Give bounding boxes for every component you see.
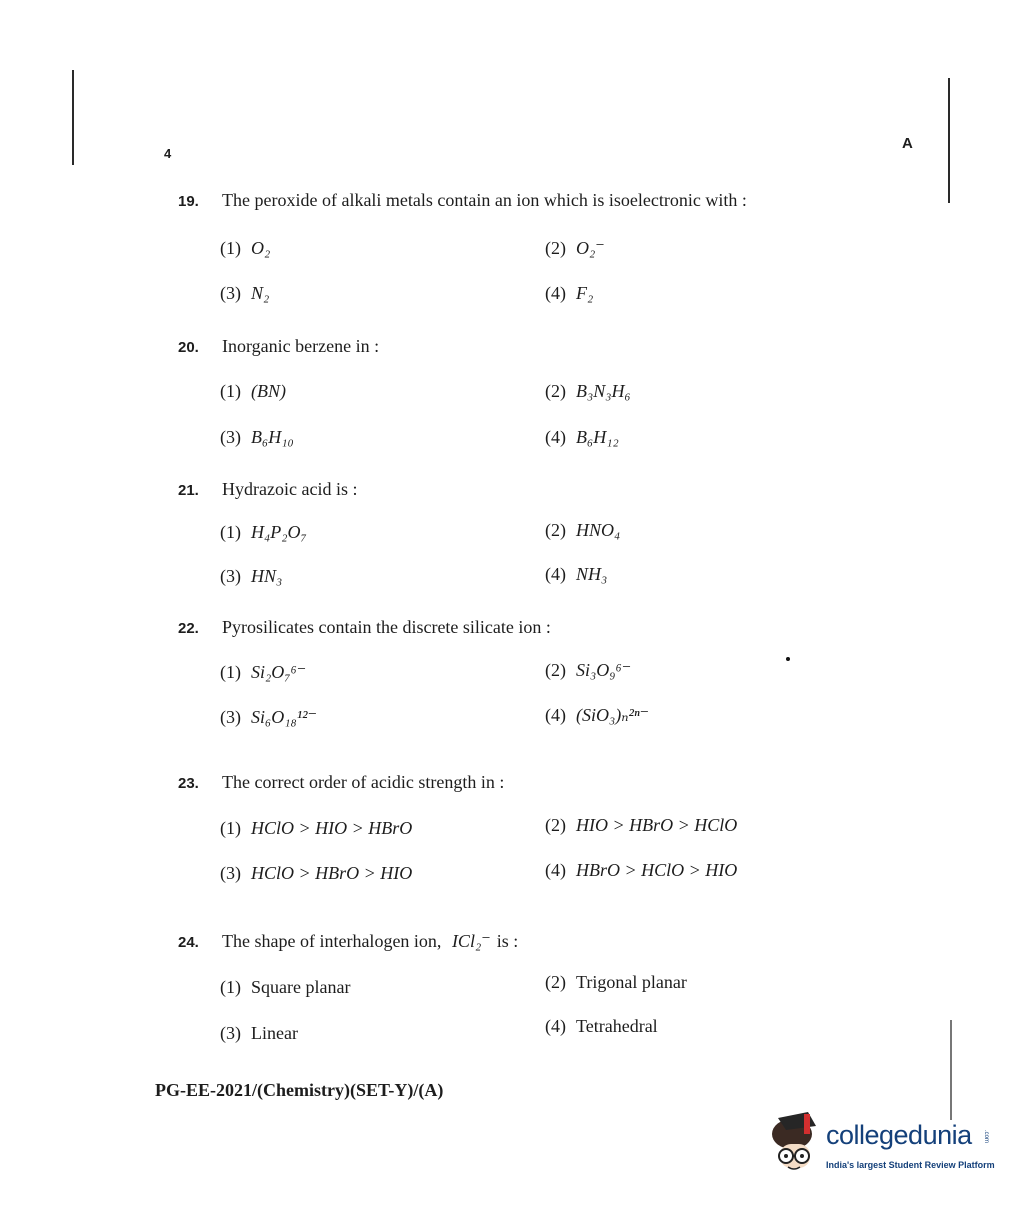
option-number: (4) (545, 427, 566, 447)
question-stem: The shape of interhalogen ion, (222, 931, 442, 951)
option (220, 238, 270, 259)
mascot-logo-icon (768, 1110, 824, 1186)
option-text: Tetrahedral (576, 1016, 658, 1036)
option-number: (3) (220, 283, 241, 303)
option (545, 660, 631, 681)
option-number: (2) (545, 815, 566, 835)
option-number: (4) (545, 1016, 566, 1036)
question-number: 22. (178, 620, 199, 637)
option-number: (2) (545, 972, 566, 992)
option (220, 977, 350, 998)
scan-edge-right-lower (950, 1020, 952, 1120)
option (545, 520, 620, 541)
question-20 (178, 336, 379, 357)
option-text: NH₃ (576, 564, 608, 584)
question-stem: Inorganic berzene in : (222, 336, 380, 356)
option-text: Square planar (251, 977, 351, 997)
option (545, 238, 605, 259)
option-text: HClO > HIO > HBrO (251, 818, 413, 838)
question-stem: The peroxide of alkali metals contain an ion which is isoelectronic with : (222, 190, 747, 210)
option (545, 1016, 658, 1037)
scan-edge-left (72, 70, 74, 165)
option (545, 381, 631, 402)
option-number: (1) (220, 522, 241, 542)
option (220, 427, 294, 448)
option-text: HIO > HBrO > HClO (576, 815, 738, 835)
option-number: (2) (545, 381, 566, 401)
option (220, 566, 282, 587)
question-stem: Hydrazoic acid is : (222, 479, 358, 499)
option (545, 815, 737, 836)
option (220, 1023, 298, 1044)
option (220, 283, 269, 304)
option (545, 283, 593, 304)
option (220, 522, 307, 543)
question-23 (178, 772, 504, 793)
page-number: 4 (164, 146, 172, 161)
paper-code-footer: PG-EE-2021/(Chemistry)(SET-Y)/(A) (155, 1080, 444, 1100)
option (220, 863, 412, 884)
option-number: (3) (220, 566, 241, 586)
option-number: (1) (220, 662, 241, 682)
option-number: (4) (545, 860, 566, 880)
option-text: HNO₄ (576, 520, 621, 540)
brand-name: collegedunia (826, 1120, 972, 1150)
option-text: Linear (251, 1023, 298, 1043)
option-number: (2) (545, 660, 566, 680)
question-stem-end: is : (496, 931, 519, 951)
option-number: (4) (545, 283, 566, 303)
brand-tagline: India's largest Student Review Platform (826, 1160, 995, 1170)
option (220, 707, 317, 728)
option-text: O₂⁻ (576, 238, 605, 258)
option-text: O₂ (251, 238, 271, 258)
option-text: HClO > HBrO > HIO (251, 863, 413, 883)
option-text: Si₆O₁₈¹²⁻ (251, 707, 318, 727)
question-number: 24. (178, 934, 199, 951)
question-number: 21. (178, 482, 199, 499)
option (545, 860, 737, 881)
question-24 (178, 931, 518, 952)
option-number: (1) (220, 818, 241, 838)
question-stem: Pyrosilicates contain the discrete silicate ion : (222, 617, 551, 637)
option-text: (BN) (251, 381, 286, 401)
option-number: (4) (545, 564, 566, 584)
question-19 (178, 190, 747, 211)
option-text: B₆H₁₀ (251, 427, 294, 447)
question-22 (178, 617, 551, 638)
option-text: N₂ (251, 283, 270, 303)
brand-domain: .com (983, 1130, 989, 1144)
option-number: (1) (220, 381, 241, 401)
option-number: (1) (220, 977, 241, 997)
option-text: F₂ (576, 283, 594, 303)
option-text: B₃N₃H₆ (576, 381, 631, 401)
scan-speck (786, 657, 790, 661)
question-number: 20. (178, 339, 199, 356)
option (545, 705, 649, 726)
option-number: (2) (545, 238, 566, 258)
question-formula: ICl₂⁻ (451, 931, 491, 951)
option (220, 381, 286, 402)
option-number: (1) (220, 238, 241, 258)
option (545, 427, 619, 448)
scan-edge-right (948, 78, 950, 203)
option-text: H₄P₂O₇ (251, 522, 307, 542)
question-stem: The correct order of acidic strength in : (222, 772, 505, 792)
option-number: (4) (545, 705, 566, 725)
option-number: (3) (220, 1023, 241, 1043)
option-number: (3) (220, 863, 241, 883)
option (220, 662, 306, 683)
option-number: (3) (220, 427, 241, 447)
question-number: 19. (178, 193, 199, 210)
question-number: 23. (178, 775, 199, 792)
option-text: Trigonal planar (576, 972, 687, 992)
option (220, 818, 412, 839)
option-number: (2) (545, 520, 566, 540)
option-text: HBrO > HClO > HIO (576, 860, 738, 880)
option-text: (SiO₃)ₙ²ⁿ⁻ (576, 705, 650, 725)
option-text: Si₂O₇⁶⁻ (251, 662, 307, 682)
option-text: Si₃O₉⁶⁻ (576, 660, 632, 680)
option (545, 972, 687, 993)
option-text: HN₃ (251, 566, 283, 586)
option-text: B₆H₁₂ (576, 427, 619, 447)
collegedunia-watermark (768, 1108, 998, 1188)
option-number: (3) (220, 707, 241, 727)
question-21 (178, 479, 357, 500)
set-letter: A (902, 135, 913, 152)
option (545, 564, 607, 585)
